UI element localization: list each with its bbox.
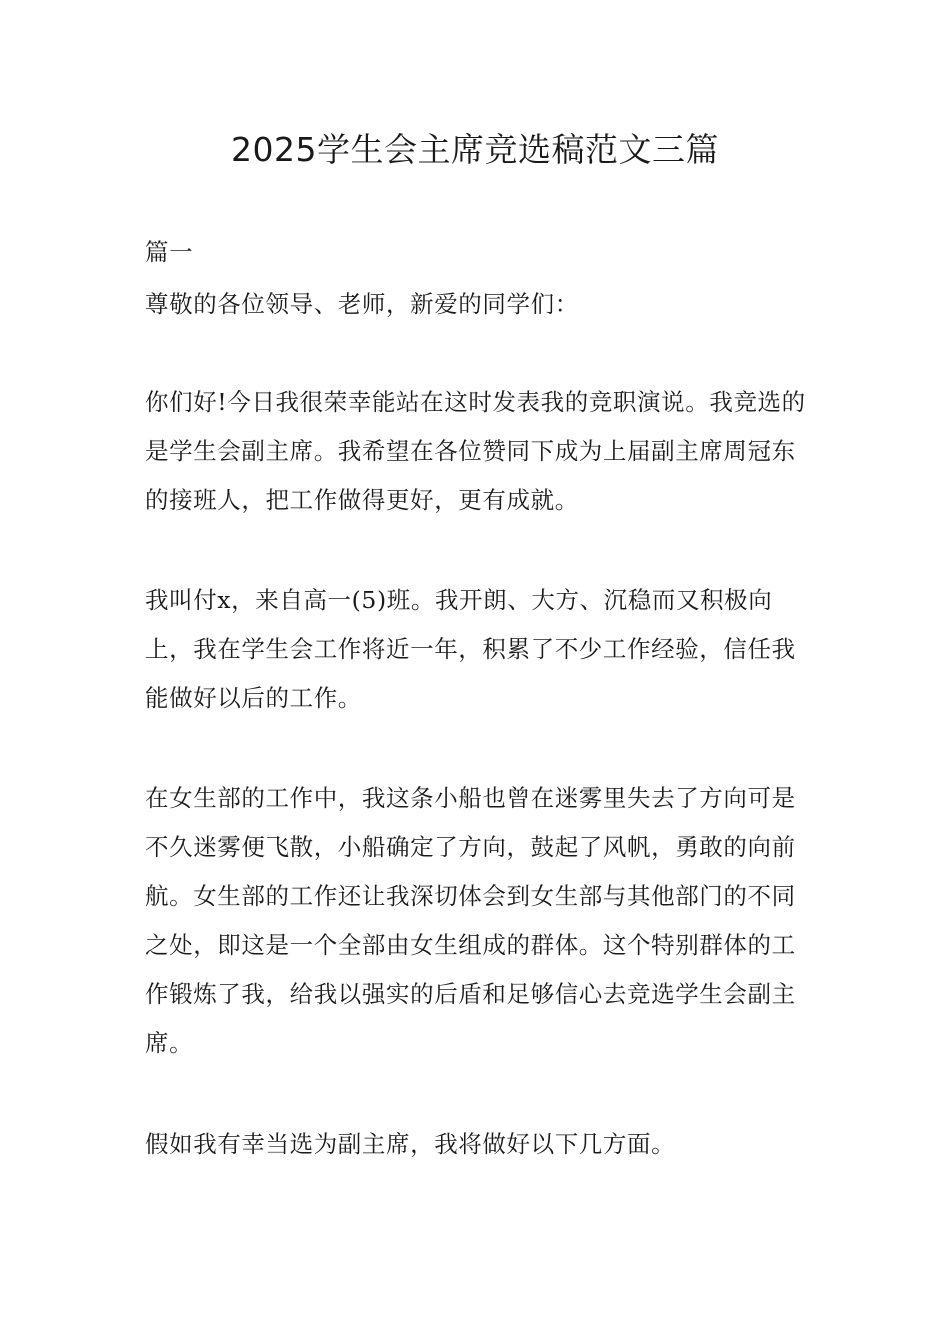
salutation: 尊敬的各位领导、老师，新爱的同学们： xyxy=(145,290,579,318)
paragraph-introduction: 我叫付x，来自高一(5)班。我开朗、大方、沉稳而又积极向上，我在学生会工作将近一年，积累了不少工作经验，信任我能做好以后的工作。 xyxy=(145,586,796,712)
document-title: 2025学生会主席竞选稿范文三篇 xyxy=(231,130,719,169)
paragraph-experience: 在女生部的工作中，我这条小船也曾在迷雾里失去了方向可是不久迷雾便飞散，小船确定了方向，鼓起了风帆，勇敢的向前航。女生部的工作还让我深切体会到女生部与其他部门的不同之处，即这是一个全部由女生组成的群体。这个特别群体的工作锻炼了我，给我以强实的后盾和足够信心去竞选学生会副主席。 xyxy=(145,784,796,1057)
paragraph-plans: 假如我有幸当选为副主席，我将做好以下几方面。 xyxy=(145,1130,676,1158)
paragraph-greeting: 你们好!今日我很荣幸能站在这时发表我的竞职演说。我竞选的是学生会副主席。我希望在各位赞同下成为上届副主席周冠东的接班人，把工作做得更好，更有成就。 xyxy=(145,388,806,514)
section-label: 篇一 xyxy=(145,238,194,266)
